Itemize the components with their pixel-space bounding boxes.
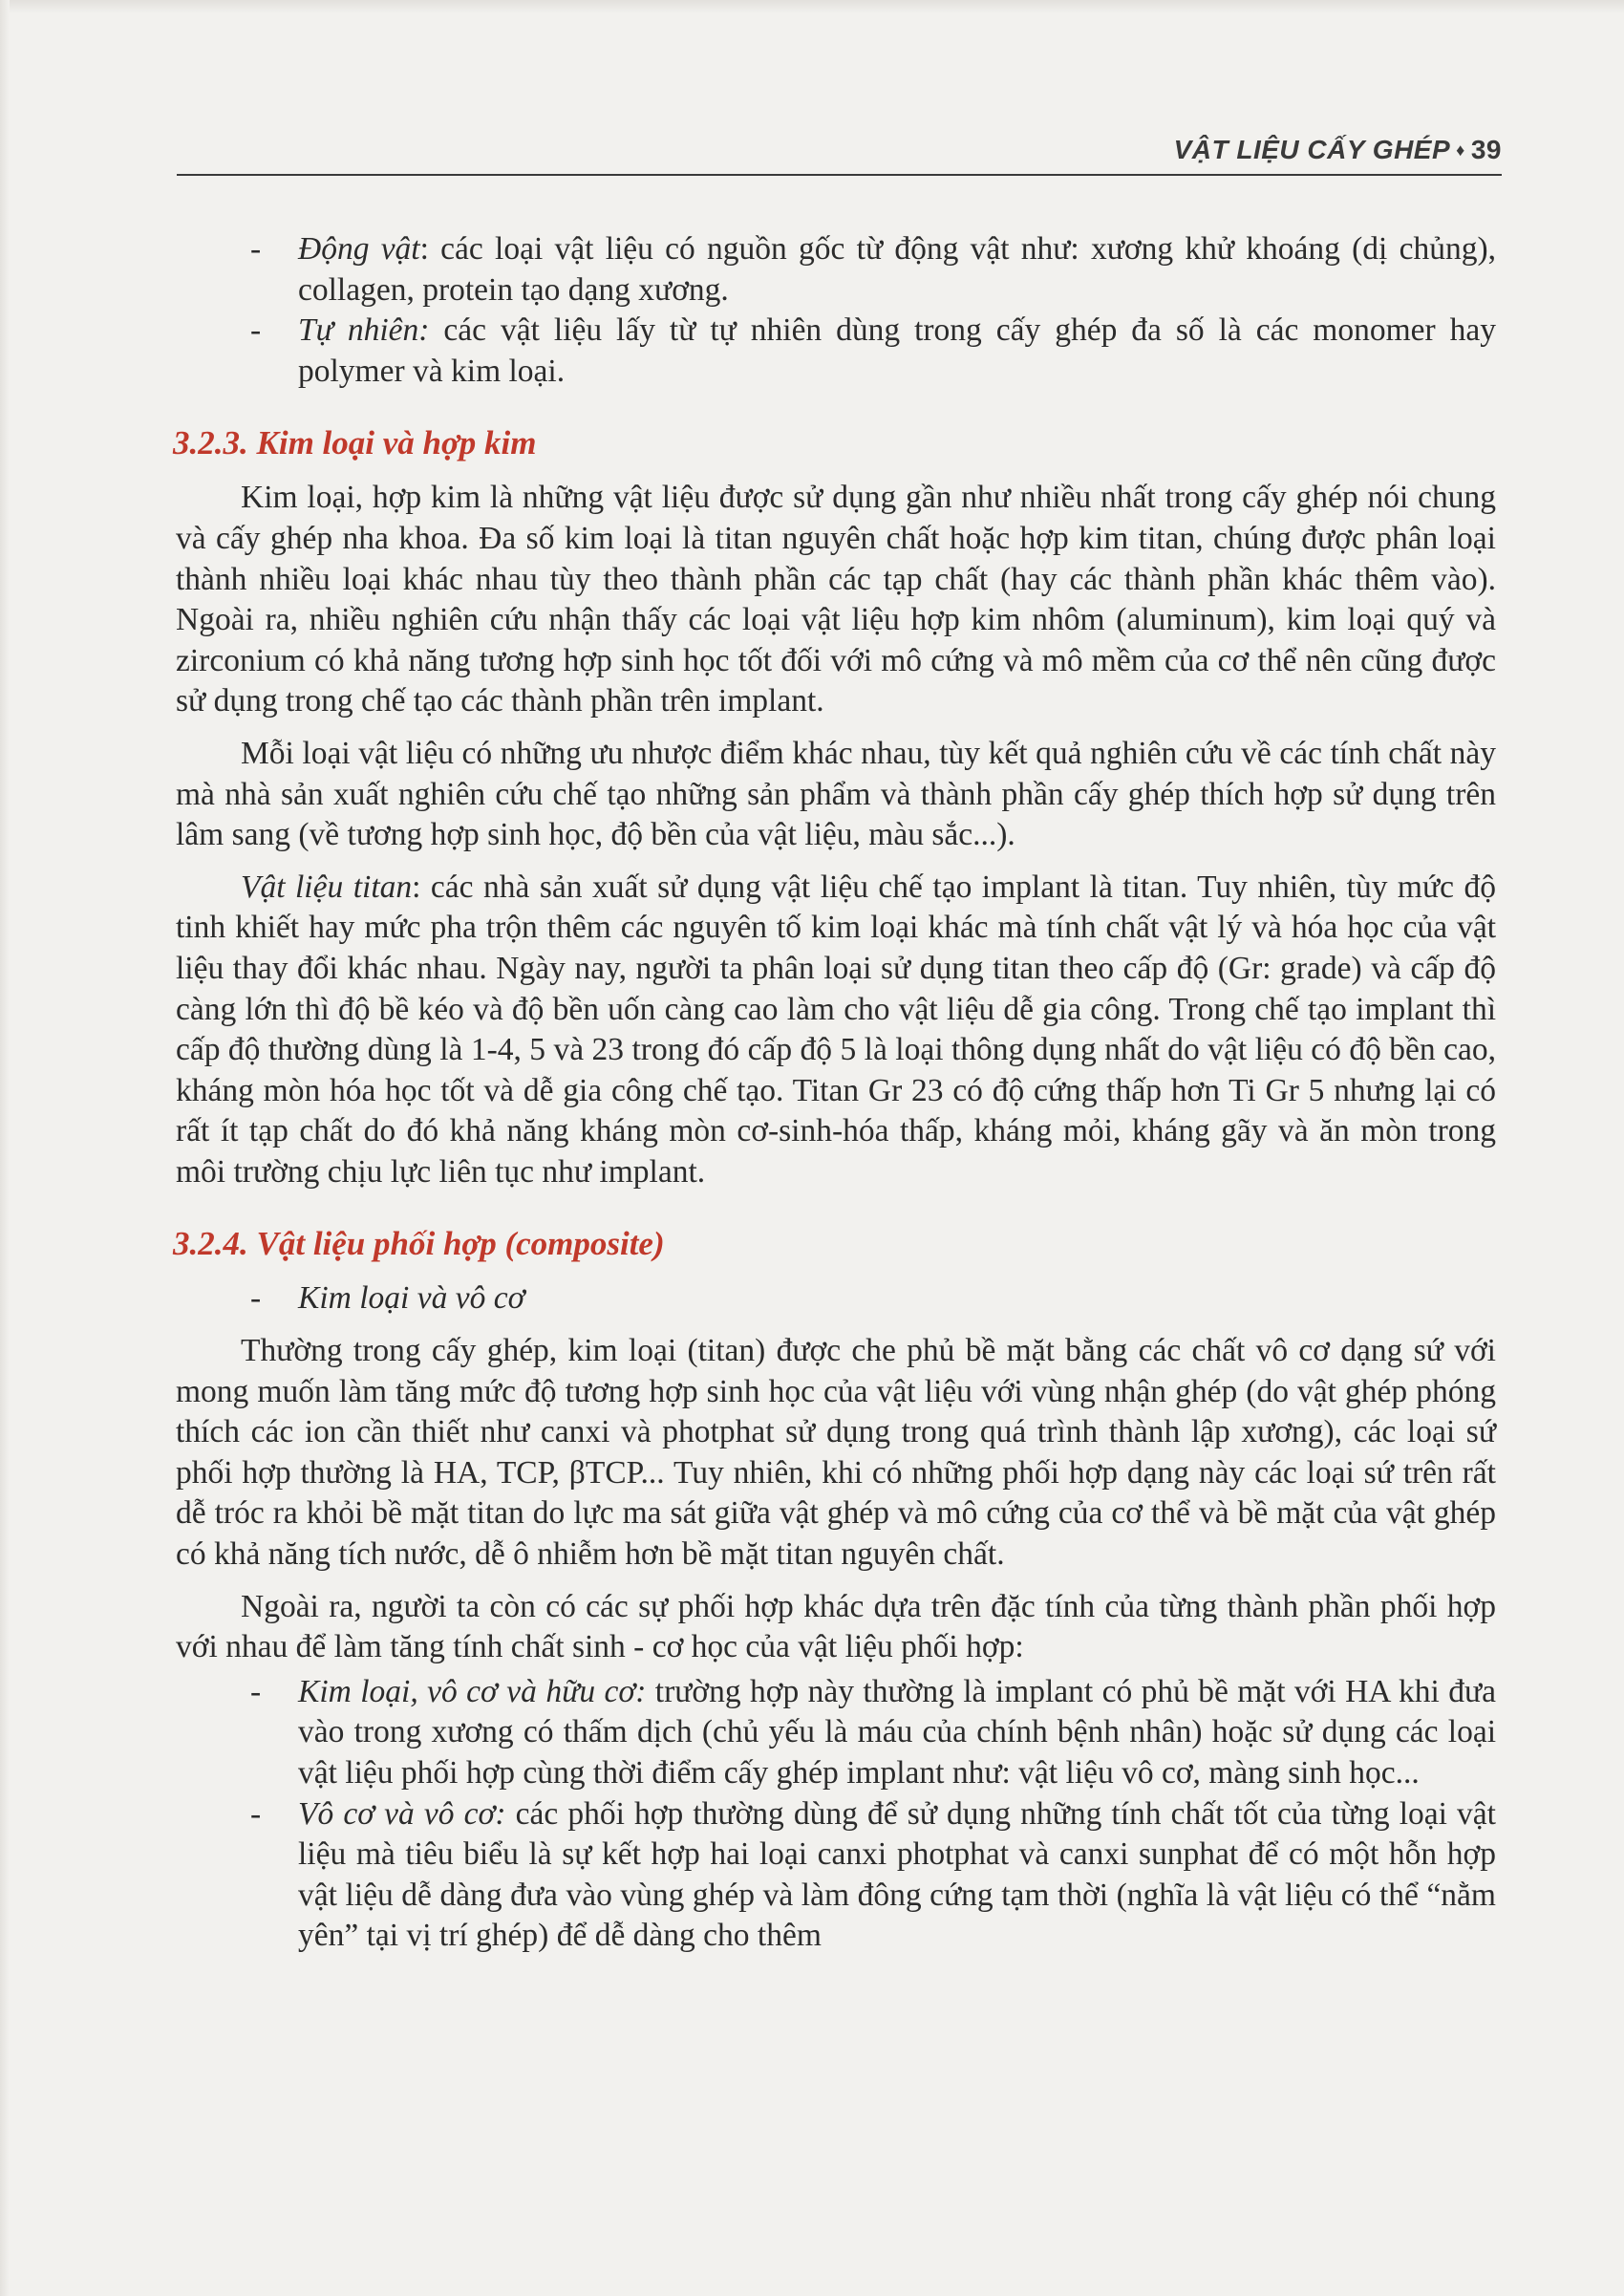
- list-item: [225, 1672, 1496, 1794]
- list-item-text: : các loại vật liệu có nguồn gốc từ động vật như: xương khử khoáng (dị chủng), collagen, protein tạo dạng xương.: [298, 231, 1496, 308]
- list-item-lead: Tự nhiên:: [298, 312, 430, 349]
- list-item: [225, 229, 1496, 311]
- scan-edge-left: [0, 0, 10, 2296]
- sub-heading: [225, 1278, 1496, 1320]
- sub-heading-text: Kim loại và vô cơ: [298, 1280, 525, 1317]
- page-number: 39: [1470, 135, 1502, 164]
- paragraph: Thường trong cấy ghép, kim loại (titan) được che phủ bề mặt bằng các chất vô cơ dạng sứ với mong muốn làm tăng mức độ tương hợp sinh học của vật liệu với vùng nhận ghép (do vật ghép phóng thích các ion cần thiết như canxi và photphat sử dụng trong quá trình thành lập xương), các loại sứ phối hợp thường là HA, TCP, βTCP... Tuy nhiên, khi có những phối hợp dạng này các loại sứ trên rất dễ tróc ra khỏi bề mặt titan do lực ma sát giữa vật ghép và mô cứng của cơ thể và bề mặt của vật ghép có khả năng tích nước, dễ ô nhiễm hơn bề mặt titan nguyên chất.: [176, 1333, 1496, 1573]
- dash-bullet: -: [250, 1280, 262, 1317]
- list-item: [225, 1794, 1496, 1957]
- paragraph: Ngoài ra, người ta còn có các sự phối hợp khác dựa trên đặc tính của từng thành phần phối hợp với nhau để làm tăng tính chất sinh - cơ học của vật liệu phối hợp:: [176, 1588, 1496, 1665]
- page-body: [173, 229, 1496, 1957]
- diamond-separator-icon: ♦: [1456, 140, 1465, 160]
- paragraph: [176, 868, 1496, 1193]
- paragraph: Kim loại, hợp kim là những vật liệu được sử dụng gần như nhiều nhất trong cấy ghép nói chung và cấy ghép nha khoa. Đa số kim loại là titan nguyên chất hoặc hợp kim titan, chúng được phân loại thành nhiều loại khác nhau tùy theo thành phần các tạp chất (hay các thành phần khác thêm vào). Ngoài ra, nhiều nghiên cứu nhận thấy các loại vật liệu hợp kim nhôm (aluminum), kim loại quý và zirconium có khả năng tương hợp sinh học tốt đối với mô cứng và mô mềm của cơ thể nên cũng được sử dụng trong chế tạo các thành phần trên implant.: [176, 480, 1496, 719]
- list-item-lead: Kim loại, vô cơ và hữu cơ:: [298, 1673, 647, 1709]
- dash-bullet: -: [250, 1795, 262, 1832]
- list-item-text: các vật liệu lấy từ tự nhiên dùng trong cấy ghép đa số là các monomer hay polymer và kim loại.: [298, 312, 1496, 389]
- section-heading-3-2-4: 3.2.4. Vật liệu phối hợp (composite): [173, 1225, 665, 1263]
- scan-edge-top: [0, 0, 1624, 13]
- paragraph-text: : các nhà sản xuất sử dụng vật liệu chế tạo implant là titan. Tuy nhiên, tùy mức độ tinh khiết hay mức pha trộn thêm các nguyên tố kim loại khác mà tính chất vật lý và hóa học của vật liệu thay đổi khác nhau. Ngày nay, người ta phân loại sử dụng titan theo cấp độ (Gr: grade) và cấp độ càng lớn thì độ bề kéo và độ bền uốn càng cao làm cho vật liệu dễ gia công. Trong chế tạo implant thì cấp độ thường dùng là 1-4, 5 và 23 trong đó cấp độ 5 là loại thông dụng nhất do vật liệu có độ bền cao, kháng mòn hóa học tốt và dễ gia công chế tạo. Titan Gr 23 có độ cứng thấp hơn Ti Gr 5 nhưng lại có rất ít tạp chất do đó khả năng kháng mòn cơ-sinh-hóa thấp, kháng mỏi, kháng gãy và ăn mòn trong môi trường chịu lực liên tục như implant.: [176, 869, 1496, 1190]
- paragraph: Mỗi loại vật liệu có những ưu nhược điểm khác nhau, tùy kết quả nghiên cứu về các tính chất này mà nhà sản xuất nghiên cứu chế tạo những sản phẩm và thành phần cấy ghép thích hợp sử dụng trên lâm sang (về tương hợp sinh học, độ bền của vật liệu, màu sắc...).: [176, 735, 1496, 853]
- section-heading-3-2-3: 3.2.3. Kim loại và hợp kim: [173, 424, 537, 462]
- running-header: [177, 126, 1502, 176]
- dash-bullet: -: [250, 1673, 262, 1709]
- list-item-lead: Vô cơ và vô cơ:: [298, 1795, 506, 1832]
- list-item-text: các phối hợp thường dùng để sử dụng những tính chất tốt của từng loại vật liệu mà tiêu biểu là sự kết hợp hai loại canxi photphat và canxi sunphat để có một hỗn hợp vật liệu dễ dàng đưa vào vùng ghép và làm đông cứng tạm thời (nghĩa là vật liệu có thể “nằm yên” tại vị trí ghép) để dễ dàng cho thêm: [298, 1795, 1496, 1954]
- dash-bullet: -: [250, 312, 262, 349]
- dash-bullet: -: [250, 231, 262, 267]
- paragraph-lead: Vật liệu titan: [241, 869, 413, 905]
- list-item: [225, 311, 1496, 392]
- list-item-lead: Động vật: [298, 231, 420, 267]
- list-item-text: trường hợp này thường là implant có phủ bề mặt với HA khi đưa vào trong xương có thấm dịch (chủ yếu là máu của chính bệnh nhân) hoặc sử dụng các loại vật liệu phối hợp cùng thời điểm cấy ghép implant như: vật liệu vô cơ, màng sinh học...: [298, 1673, 1496, 1791]
- running-header-title: VẬT LIỆU CẤY GHÉP: [1173, 135, 1451, 164]
